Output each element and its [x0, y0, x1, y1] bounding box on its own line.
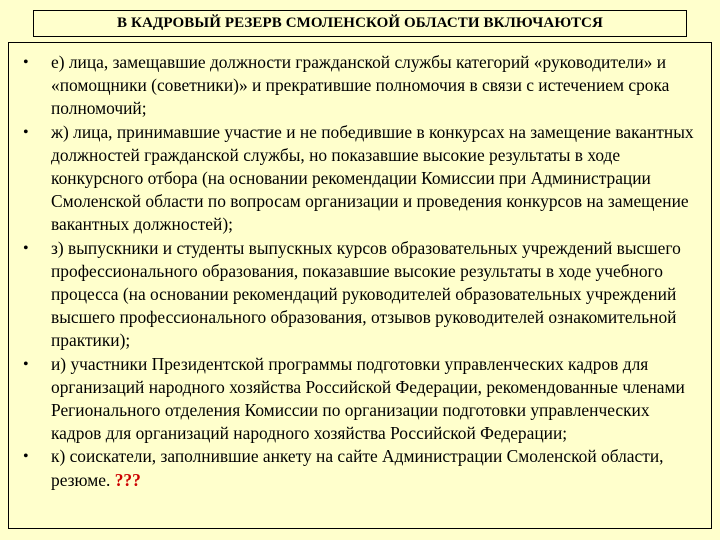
list-item-text: и) участники Президентской программы подготовки управленческих кадров для организаций народного хозяйства Российской Федерации, рекомендованные членами Регионального отделения Комиссии по организации подготовки управленческих кадров для организаций народного хозяйства Российской Федерации;	[51, 353, 685, 444]
question-marks: ???	[114, 469, 141, 490]
content-box	[8, 42, 712, 529]
title-box	[33, 10, 687, 37]
slide-title: В КАДРОВЫЙ РЕЗЕРВ СМОЛЕНСКОЙ ОБЛАСТИ ВКЛЮЧАЮТСЯ	[117, 15, 603, 31]
list-item-text: ж) лица, принимавшие участие и не победившие в конкурсах на замещение вакантных должностей гражданской службы, но показавшие высокие результаты в ходе конкурсного отбора (на основании рекомендации Комиссии при Администрации Смоленской области по вопросам организации и проведения конкурсов на замещение вакантных должностей);	[51, 121, 694, 235]
list-item-text: к) соискатели, заполнившие анкету на сайте Администрации Смоленской области, резюме.	[51, 446, 664, 490]
bullet-icon: •	[23, 355, 29, 373]
list-item-z	[9, 237, 711, 353]
bullet-icon: •	[23, 123, 29, 141]
bullet-list	[9, 51, 711, 492]
list-item-i	[9, 353, 711, 446]
list-item-k	[9, 445, 711, 491]
list-item-e	[9, 51, 711, 121]
list-item-zh	[9, 121, 711, 237]
list-item-text: з) выпускники и студенты выпускных курсов образовательных учреждений высшего профессионального образования, показавшие высокие результаты в ходе учебного процесса (на основании рекомендаций руководителей образовательных учреждений высшего профессионального образования, отзывов руководителей ознакомительной практики);	[51, 237, 681, 351]
bullet-icon: •	[23, 448, 29, 466]
list-item-text: е) лица, замещавшие должности гражданской службы категорий «руководители» и «помощники (советники)» и прекратившие полномочия в связи с истечением срока полномочий;	[51, 52, 670, 119]
bullet-icon: •	[23, 54, 29, 71]
bullet-icon: •	[23, 239, 29, 257]
